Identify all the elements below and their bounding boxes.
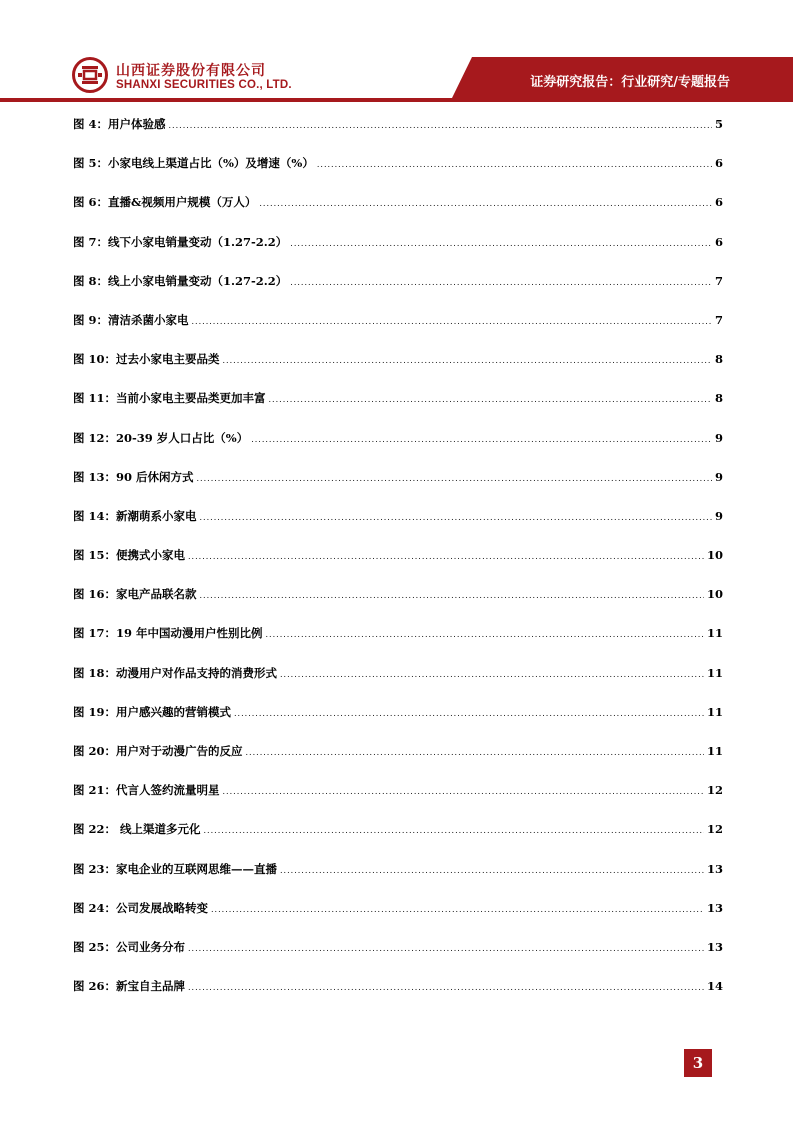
company-name-en: SHANXI SECURITIES CO., LTD.	[116, 79, 292, 91]
toc-entry-page: 12	[706, 822, 723, 837]
toc-entry-page: 11	[706, 665, 723, 680]
toc-entry[interactable]	[73, 153, 723, 192]
toc-entry-label: 图 16：家电产品联名款	[73, 587, 197, 602]
toc-entry-page: 11	[706, 626, 723, 641]
toc-entry-label: 图 22： 线上渠道多元化	[73, 822, 201, 837]
toc-dot-leader	[290, 234, 712, 254]
toc-entry-label: 图 6：直播&视频用户规模（万人）	[73, 195, 257, 210]
toc-dot-leader	[188, 978, 704, 998]
toc-entry[interactable]	[73, 623, 723, 662]
toc-entry-label: 图 12：20-39 岁人口占比（%）	[73, 430, 249, 445]
figure-index-list	[73, 114, 723, 1015]
toc-entry-label: 图 13：90 后休闲方式	[73, 469, 194, 484]
toc-entry[interactable]	[73, 271, 723, 310]
toc-dot-leader	[234, 704, 704, 724]
toc-entry-label: 图 26：新宝自主品牌	[73, 979, 186, 994]
toc-entry[interactable]	[73, 976, 723, 1015]
toc-entry-label: 图 21：代言人签约流量明星	[73, 783, 220, 798]
toc-entry[interactable]	[73, 741, 723, 780]
report-type-label: 证券研究报告：行业研究/专题报告	[530, 75, 730, 90]
toc-entry[interactable]	[73, 898, 723, 937]
toc-entry-page: 9	[714, 430, 723, 445]
toc-entry-page: 6	[714, 195, 723, 210]
toc-entry-label: 图 18：动漫用户对作品支持的消费形式	[73, 665, 278, 680]
toc-dot-leader	[200, 586, 704, 606]
toc-entry[interactable]	[73, 388, 723, 427]
toc-dot-leader	[280, 665, 704, 685]
toc-entry-page: 7	[714, 312, 723, 327]
toc-entry-label: 图 7：线下小家电销量变动（1.27-2.2）	[73, 234, 288, 249]
company-logo-icon	[72, 57, 108, 93]
toc-entry-page: 13	[706, 939, 723, 954]
toc-entry-label: 图 14：新潮萌系小家电	[73, 508, 197, 523]
toc-entry-label: 图 10：过去小家电主要品类	[73, 352, 220, 367]
toc-dot-leader	[317, 155, 712, 175]
toc-entry-label: 图 11：当前小家电主要品类更加丰富	[73, 391, 266, 406]
header-rule	[0, 98, 793, 102]
toc-dot-leader	[223, 351, 712, 371]
toc-entry-label: 图 17：19 年中国动漫用户性别比例	[73, 626, 263, 641]
toc-entry-label: 图 19：用户感兴趣的营销模式	[73, 704, 232, 719]
toc-entry-label: 图 15：便携式小家电	[73, 548, 186, 563]
toc-dot-leader	[266, 625, 704, 645]
toc-entry-page: 10	[706, 548, 723, 563]
toc-dot-leader	[290, 273, 712, 293]
toc-entry[interactable]	[73, 780, 723, 819]
toc-dot-leader	[192, 312, 712, 332]
toc-dot-leader	[211, 900, 704, 920]
toc-entry-label: 图 8：线上小家电销量变动（1.27-2.2）	[73, 273, 288, 288]
toc-entry-label: 图 5：小家电线上渠道占比（%）及增速（%）	[73, 156, 314, 171]
toc-entry-page: 10	[706, 587, 723, 602]
toc-entry[interactable]	[73, 192, 723, 231]
toc-dot-leader	[259, 194, 712, 214]
toc-dot-leader	[188, 547, 704, 567]
page-header	[0, 0, 793, 104]
toc-entry-label: 图 4：用户体验感	[73, 117, 166, 131]
toc-entry-page: 8	[714, 391, 723, 406]
toc-entry-label: 图 23：家电企业的互联网思维——直播	[73, 861, 278, 876]
toc-entry-page: 9	[714, 469, 723, 484]
toc-entry-page: 7	[714, 273, 723, 288]
company-name-cn: 山西证券股份有限公司	[116, 63, 266, 79]
toc-entry-page: 13	[706, 861, 723, 876]
toc-entry-page: 6	[714, 234, 723, 249]
toc-dot-leader	[280, 861, 704, 881]
toc-dot-leader	[246, 743, 704, 763]
toc-entry-label: 图 20：用户对于动漫广告的反应	[73, 744, 243, 758]
toc-dot-leader	[269, 390, 712, 410]
toc-entry-page: 9	[714, 508, 723, 523]
toc-entry[interactable]	[73, 467, 723, 506]
toc-entry[interactable]	[73, 937, 723, 976]
toc-entry[interactable]	[73, 702, 723, 741]
toc-entry-label: 图 9：清洁杀菌小家电	[73, 312, 189, 327]
toc-entry-page: 12	[706, 783, 723, 798]
toc-entry[interactable]	[73, 428, 723, 467]
toc-entry-page: 11	[706, 744, 723, 758]
toc-entry[interactable]	[73, 506, 723, 545]
toc-entry[interactable]	[73, 349, 723, 388]
toc-entry-page: 6	[714, 156, 723, 171]
toc-entry[interactable]	[73, 545, 723, 584]
toc-entry[interactable]	[73, 859, 723, 898]
toc-dot-leader	[204, 821, 704, 841]
toc-entry-label: 图 25：公司业务分布	[73, 939, 186, 954]
toc-entry-page: 5	[714, 117, 723, 131]
toc-entry[interactable]	[73, 114, 723, 153]
toc-entry-page: 13	[706, 900, 723, 915]
toc-dot-leader	[251, 430, 712, 450]
toc-entry-page: 11	[706, 704, 723, 719]
toc-entry-page: 8	[714, 352, 723, 367]
toc-entry[interactable]	[73, 819, 723, 858]
toc-dot-leader	[223, 782, 704, 802]
toc-entry[interactable]	[73, 310, 723, 349]
toc-entry-label: 图 24：公司发展战略转变	[73, 900, 209, 915]
toc-dot-leader	[169, 116, 712, 136]
toc-dot-leader	[197, 469, 712, 489]
toc-dot-leader	[188, 939, 704, 959]
toc-dot-leader	[200, 508, 712, 528]
page-number: 3	[684, 1049, 712, 1077]
toc-entry-page: 14	[706, 979, 723, 994]
toc-entry[interactable]	[73, 584, 723, 623]
toc-entry[interactable]	[73, 663, 723, 702]
toc-entry[interactable]	[73, 232, 723, 271]
